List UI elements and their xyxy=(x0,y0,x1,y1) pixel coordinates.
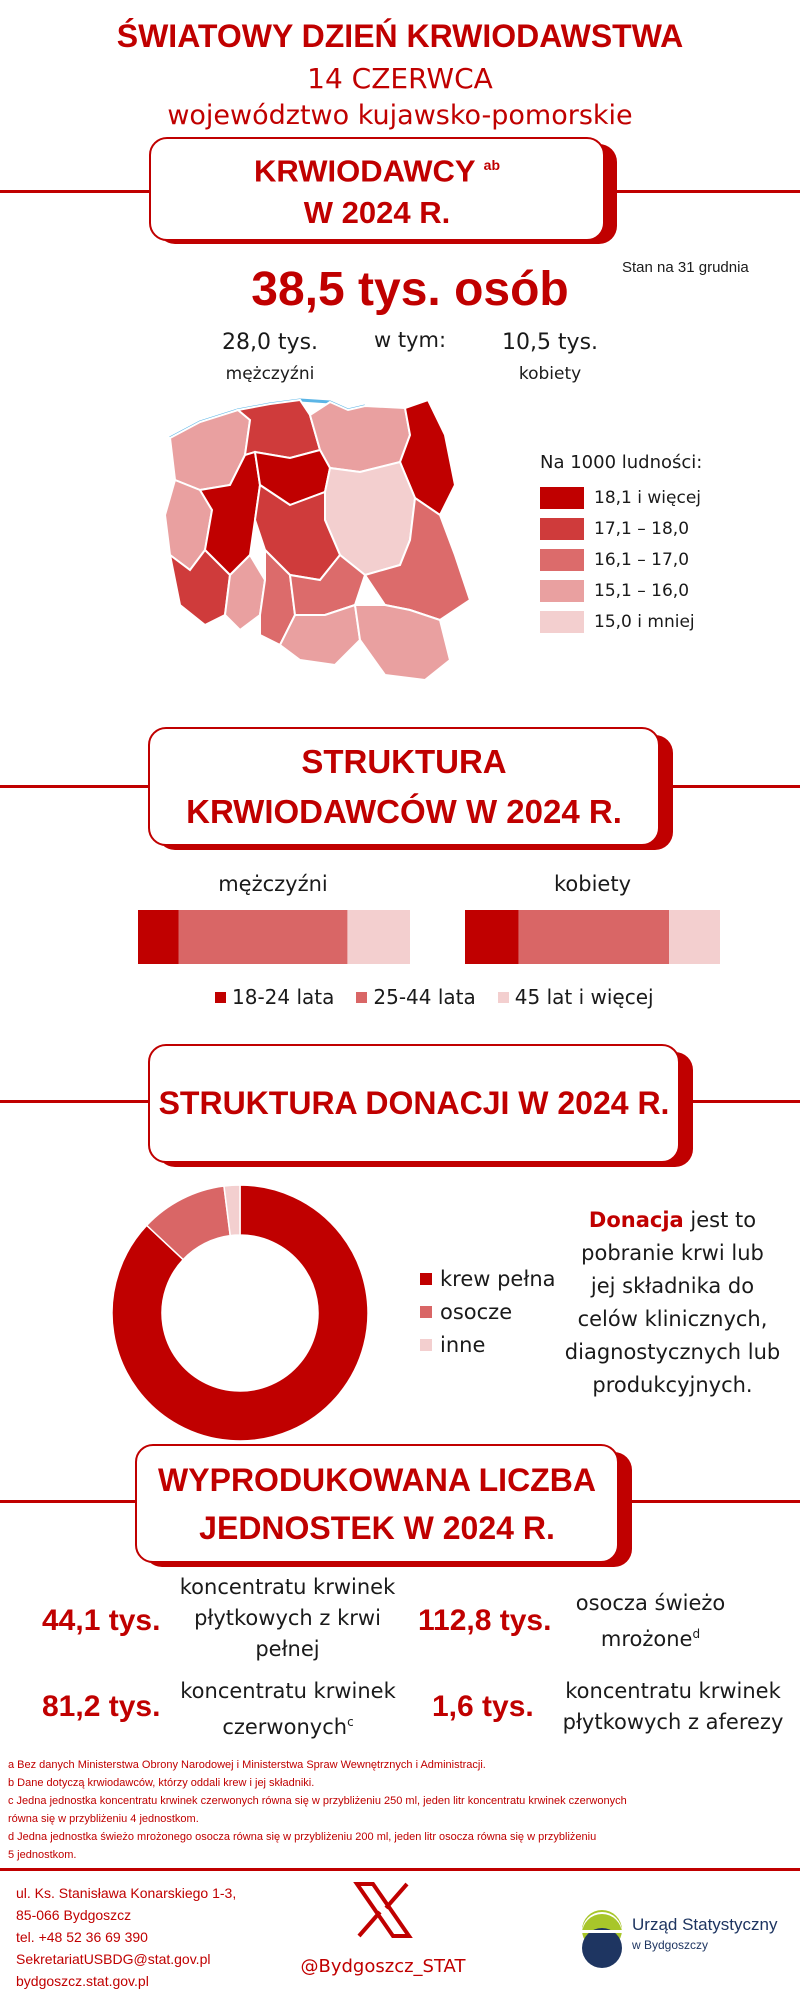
women-label: kobiety xyxy=(518,364,582,384)
legend-swatch xyxy=(540,580,584,602)
section-donations-title: STRUKTURA DONACJI W 2024 R. xyxy=(148,1044,680,1163)
bar-segment-women-0 xyxy=(465,910,519,964)
statistics-office-logo-icon xyxy=(578,1908,628,1968)
age-legend xyxy=(215,985,654,1009)
donation-donut-chart xyxy=(105,1178,375,1448)
men-label: mężczyźni xyxy=(225,364,315,384)
bar-segment-men-0 xyxy=(138,910,179,964)
map-legend-item: 16,1 – 17,0 xyxy=(540,544,702,575)
units-value: 112,8 tys. xyxy=(418,1604,552,1637)
units-value: 81,2 tys. xyxy=(42,1690,161,1723)
bar-segment-men-2 xyxy=(347,910,410,964)
office-name: Urząd Statystyczny w Bydgoszczy xyxy=(632,1915,778,1952)
donation-legend-item: inne xyxy=(420,1328,556,1361)
map-legend-item: 15,1 – 16,0 xyxy=(540,575,702,606)
as-of-note: Stan na 31 grudnia xyxy=(622,259,749,276)
main-title: ŚWIATOWY DZIEŃ KRWIODAWSTWA xyxy=(116,18,684,54)
region-pomorskie xyxy=(238,400,320,458)
units-description: koncentratu krwinek płytkowych z krwi pełnej xyxy=(179,1575,396,1661)
men-bar-label: mężczyźni xyxy=(218,872,328,896)
of-which-label: w tym: xyxy=(373,328,447,352)
units-description: koncentratu krwinek płytkowych z aferezy xyxy=(562,1679,784,1734)
donation-legend-item: krew pełna xyxy=(420,1262,556,1295)
donors-total: 38,5 tys. osób xyxy=(251,263,569,316)
x-logo-icon[interactable] xyxy=(353,1880,413,1940)
age-legend-item: 25-44 lata xyxy=(356,985,475,1009)
section-donors-title: KRWIODAWCY $^{ab}$ W 2024 R. xyxy=(149,137,605,241)
social-handle[interactable]: @Bydgoszcz_STAT xyxy=(300,1956,466,1977)
bar-segment-women-2 xyxy=(669,910,720,964)
email-link[interactable]: SekretariatUSBDG@stat.gov.pl xyxy=(16,1951,211,1967)
men-value: 28,0 tys. xyxy=(221,330,319,355)
bar-segment-women-1 xyxy=(519,910,669,964)
map-legend-item: 17,1 – 18,0 xyxy=(540,513,702,544)
legend-swatch xyxy=(540,549,584,571)
age-structure-chart xyxy=(138,910,728,966)
definition-term: Donacja xyxy=(588,1208,684,1232)
legend-swatch xyxy=(540,611,584,633)
legend-swatch xyxy=(540,518,584,540)
map-legend-title: Na 1000 ludności: xyxy=(540,452,703,473)
women-value: 10,5 tys. xyxy=(501,330,599,355)
legend-square xyxy=(356,992,367,1003)
women-bar-label: kobiety xyxy=(553,872,631,896)
units-value: 1,6 tys. xyxy=(432,1690,534,1723)
donation-definition: Donacja jest to pobranie krwi lub jej składnika do celów klinicznych, diagnostycznych lub produkcyjnych. xyxy=(564,1208,781,1397)
footer-divider xyxy=(0,1868,800,1871)
footnotes: a Bez danych Ministerstwa Obrony Narodowej i Ministerstwa Spraw Wewnętrznych i Administracji. b Dane dotyczą krwiodawców, którzy oddali krew i jej składniki. c Jedna jednostka koncentratu krwinek czerwonych równa się w przybliżeniu 250 ml, jeden litr koncentratu krwinek czerwonych równa się w przybliżeniu 4 jednostkom. d Jedna jednostka świeżo mrożonego osocza równa się w przybliżeniu 200 ml, jeden litr osocza równa się w przybliżeniu 5 jednostkom. xyxy=(8,1759,627,1861)
map-legend-item: 18,1 i więcej xyxy=(540,482,702,513)
section-structure-title: STRUKTURA KRWIODAWCÓW W 2024 R. xyxy=(148,727,660,846)
region-subtitle: województwo kujawsko-pomorskie xyxy=(167,100,633,131)
date-subtitle: 14 CZERWCA xyxy=(307,62,493,95)
legend-swatch xyxy=(540,487,584,509)
website-link[interactable]: bydgoszcz.stat.gov.pl xyxy=(16,1973,149,1989)
legend-square xyxy=(215,992,226,1003)
map-legend-item: 15,0 i mniej xyxy=(540,606,702,637)
legend-square xyxy=(420,1273,432,1285)
footer-address: ul. Ks. Stanisława Konarskiego 1-3, 85-066 Bydgoszcz tel. +48 52 36 69 390 SekretariatUSBDG@stat.gov.pl bydgoszcz.stat.gov.pl xyxy=(16,1882,236,1992)
units-value: 44,1 tys. xyxy=(42,1604,161,1637)
section-units-title: WYPRODUKOWANA LICZBA JEDNOSTEK W 2024 R. xyxy=(135,1444,619,1563)
units-description: osocza świeżo mrożone$^d$ xyxy=(575,1591,726,1651)
units-description: koncentratu krwinek czerwonych$^c$ xyxy=(180,1679,396,1739)
map-legend xyxy=(540,452,702,637)
age-legend-item: 45 lat i więcej xyxy=(498,985,654,1009)
bar-segment-men-1 xyxy=(179,910,348,964)
donation-legend-item: osocze xyxy=(420,1295,556,1328)
age-legend-item: 18-24 lata xyxy=(215,985,334,1009)
legend-square xyxy=(498,992,509,1003)
poland-voivodeship-map xyxy=(160,380,500,700)
legend-square xyxy=(420,1306,432,1318)
donation-legend xyxy=(420,1262,556,1361)
legend-square xyxy=(420,1339,432,1351)
